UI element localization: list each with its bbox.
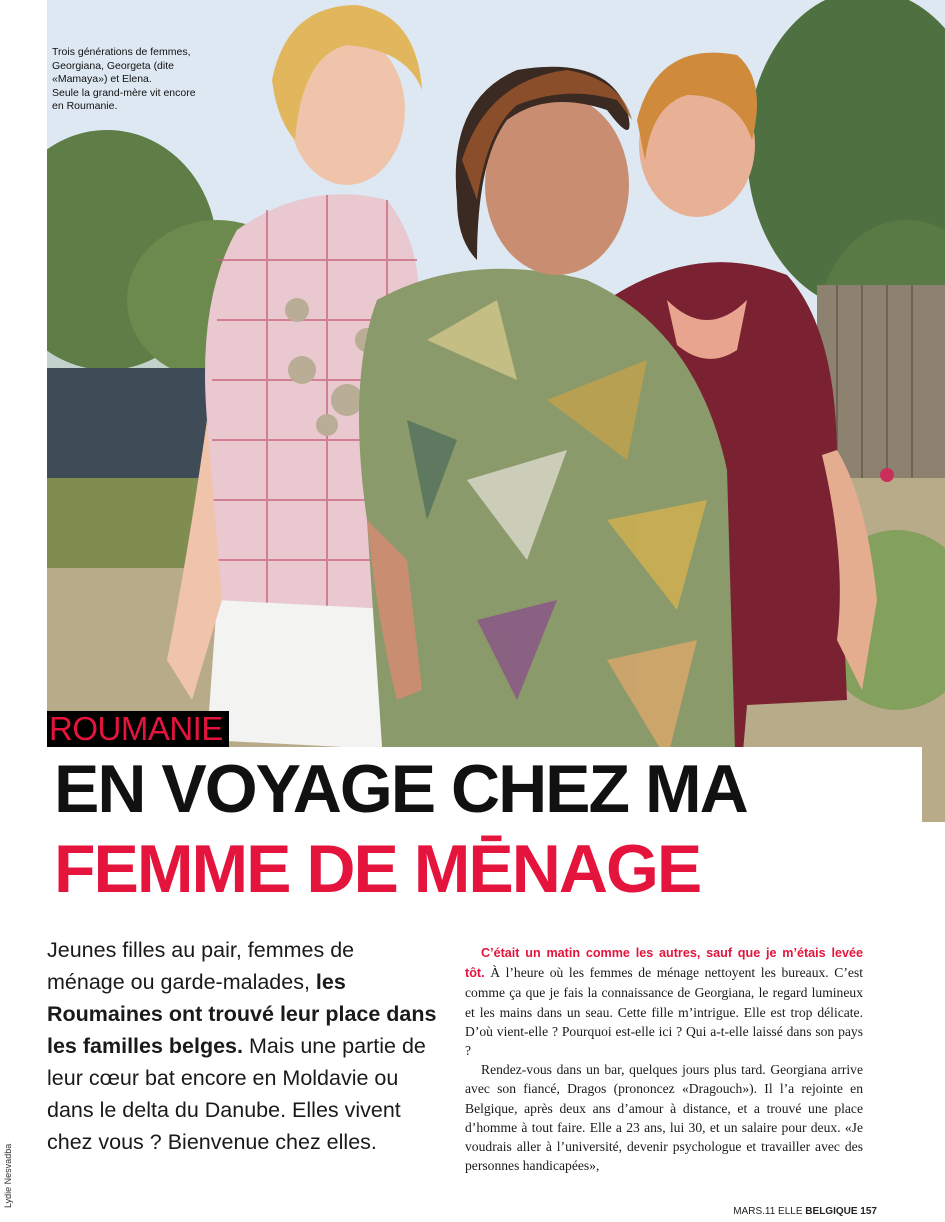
page-folio [733,1206,877,1217]
article-lead: C’était un matin comme les autres, sauf que je m’étais levée tôt. [465,946,863,981]
folio-issue: MARS.11 ELLE [733,1206,806,1217]
article-paragraph-1-text: À l’heure où les femmes de ménage nettoyent les bureaux. C’est comme ça que je fais la connaissance de Georgiana, le regard lumineux et les mains dans un seau. Cette fille m’intrigue. Elle est trop délicate. D’où vient-elle ? Pourquoi est-elle ici ? Qui a-t-elle laissé dans son pays ? [465,965,863,1059]
photo-caption: Trois générations de femmes, Georgiana, Georgeta (dite «Mamaya») et Elena. Seule la grand-mère vit encore en Roumanie. [52,46,196,112]
intro-bold-text: les Roumaines ont trouvé leur place dans les familles belges. [47,970,437,1058]
folio-edition: BELGIQUE 157 [805,1206,877,1217]
article-paragraph-2: Rendez-vous dans un bar, quelques jours plus tard. Georgiana arrive avec son fiancé, Dragos (prononcez «Dragouch»). Il l’a rejointe en Belgique, après deux ans d’amour à distance, et a trouvé une place d’homme à tout faire. Elle a 23 ans, lui 30, et un salaire pour deux. «Je voudrais aller à l’université, devenir psychologue et travailler avec des personnes handicapées», [465,1062,863,1174]
article-body [465,943,863,1175]
headline-line-1: EN VOYAGE CHEZ MA [54,751,747,827]
photo-credit: Lydie Nesvadba [3,1143,13,1208]
intro-text-2: Mais une partie de leur cœur bat encore en Moldavie ou dans le delta du Danube. Elles vivent chez vous ? Bienvenue chez elles. [47,1034,426,1154]
article-paragraph-1 [465,943,863,1060]
cover-photo [47,0,945,822]
section-kicker: ROUMANIE [47,711,229,747]
three-women-illustration [47,0,945,822]
intro-paragraph [47,934,437,1158]
intro-text-1: Jeunes filles au pair, femmes de ménage ou garde-malades, [47,938,355,994]
headline-line-2: FEMME DE MĒNAGE [54,831,701,907]
